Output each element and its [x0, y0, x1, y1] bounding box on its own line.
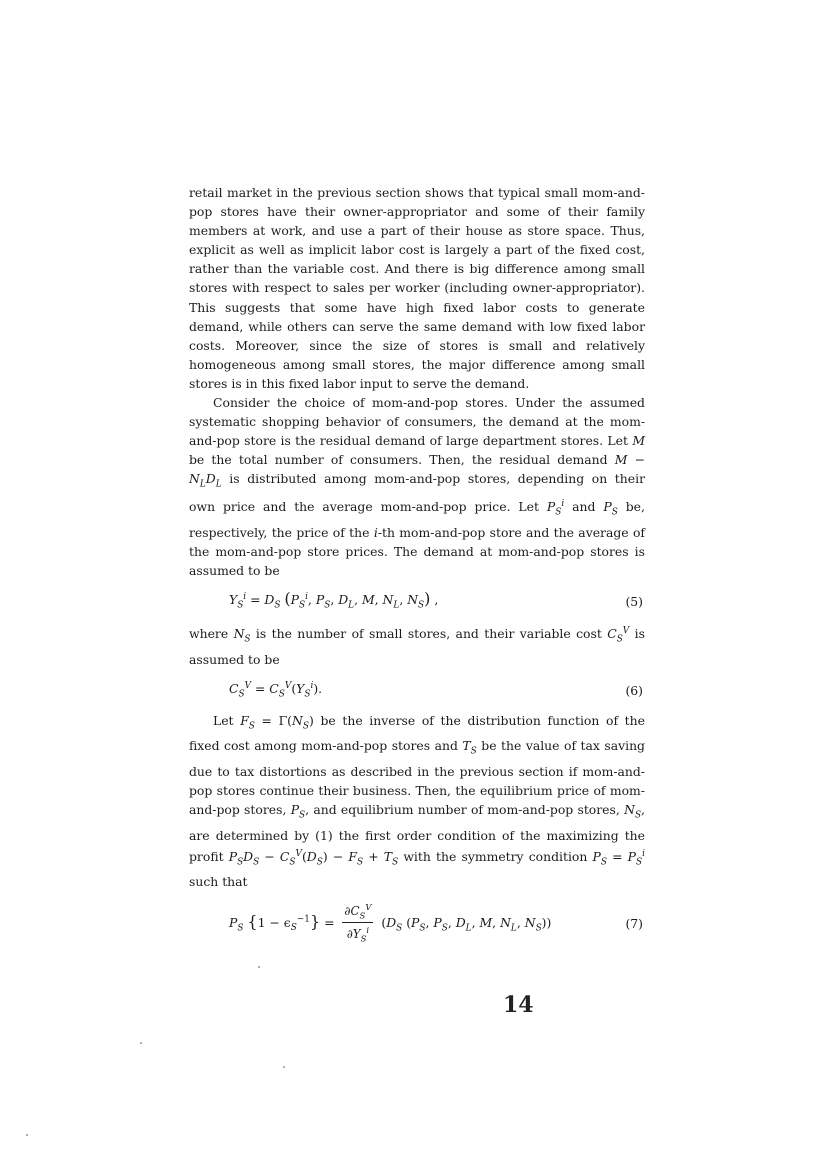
equation-5: [189, 588, 645, 616]
equation-6-body: $C_S^V = C_S^V(Y_S^i)$.: [229, 680, 323, 700]
scan-speck: [140, 1042, 142, 1044]
scan-speck: [258, 966, 260, 968]
equation-5-body: $Y_S^i = D_S$ ($P_S^i$, $P_S$, $D_L$, M, $N_L$, $N_S$) ,: [229, 589, 439, 611]
equation-7: [189, 901, 645, 945]
scan-speck: [283, 1066, 285, 1068]
body-text: [189, 183, 645, 951]
equation-7-number: (7): [625, 915, 643, 931]
paragraph-2: Consider the choice of mom-and-pop stores. Under the assumed systematic shopping behavior of consumers, the demand at the mom-and-pop store is the residual demand of large department stores. Let M be the total number of consumers. Then, the residual demand $M - N_LD_L$ is distributed among mom-and-pop stores, depending on their own price and the average mom-and-pop price. Let $P_S^i$ and $P_S$ be, respectively, the price of the i-th mom-and-pop store and the average of the mom-and-pop store prices. The demand at mom-and-pop stores is assumed to be: [189, 395, 646, 578]
scan-speck: [26, 1134, 28, 1136]
equation-5-number: (5): [625, 594, 643, 610]
page-number: 14: [503, 992, 534, 1018]
paragraph-1: retail market in the previous section shows that typical small mom-and-pop stores have their owner-appropriator and some of their family members at work, and use a part of their house as store space. Thus, explicit as well as implicit labor cost is largely a part of the fixed cost, rather than the variable cost. And there is big difference among small stores with respect to sales per worker (including owner-appropriator). This suggests that some have high fixed labor costs to generate demand, while others can serve the same demand with low fixed labor costs. Moreover, since the size of stores is small and relatively homogeneous among small stores, the major difference among small stores is in this fixed labor input to serve the demand.: [189, 185, 645, 391]
paragraph-4: Let $F_S = \Gamma(N_S)$ be the inverse of the distribution function of the fixed cost among mom-and-pop stores and $T_S$ be the value of tax saving due to tax distortions as described in the previous section if mom-and-pop stores continue their business. Then, the equilibrium price of mom-and-pop stores, $P_S$, and equilibrium number of mom-and-pop stores, $N_S$, are determined by (1) the first order condition of the maximizing the profit $P_SD_S - C_S^V(D_S) - F_S + T_S$ with the symmetry condition $P_S = P_S^i$ such that: [189, 712, 645, 890]
equation-6-number: (6): [625, 683, 643, 699]
paragraph-3: where $N_S$ is the number of small stores, and their variable cost $C_S^V$ is assumed to be: [189, 625, 645, 667]
equation-7-body: $P_S$ $\{1 - \epsilon_S^{-1}\}$ = $\frac{\partial C_S^V}{\partial Y_S^i}$ ($D_S$ ($P_S$, $P_S$, $D_L$, M, $N_L$, $N_S$)): [229, 902, 552, 944]
equation-6: [189, 677, 645, 705]
